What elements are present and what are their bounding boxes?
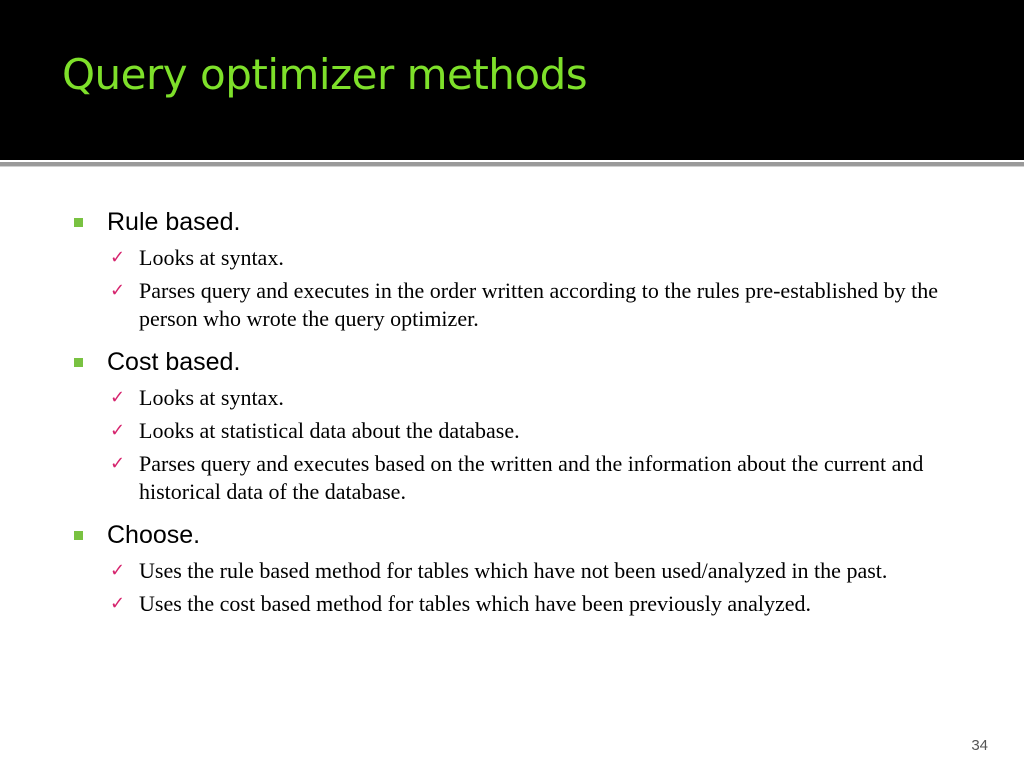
bullet-label: Rule based. <box>107 208 241 236</box>
square-bullet-icon <box>74 531 83 540</box>
slide-content <box>72 205 972 618</box>
bullet-item <box>72 205 972 239</box>
checkmark-icon: ✓ <box>110 280 126 301</box>
square-bullet-icon <box>74 358 83 367</box>
sub-bullet-text: Looks at syntax. <box>139 245 284 270</box>
divider <box>0 162 1024 167</box>
bullet-item <box>72 345 972 379</box>
bullet-item <box>72 518 972 552</box>
bullet-label: Choose. <box>107 521 201 549</box>
checkmark-icon: ✓ <box>110 420 126 441</box>
slide-title: Query optimizer methods <box>62 50 588 99</box>
checkmark-icon: ✓ <box>110 593 126 614</box>
sub-bullet-item <box>72 450 972 506</box>
sub-bullet-text: Looks at syntax. <box>139 385 284 410</box>
square-bullet-icon <box>74 218 83 227</box>
checkmark-icon: ✓ <box>110 560 126 581</box>
title-bar <box>0 0 1024 160</box>
checkmark-icon: ✓ <box>110 453 126 474</box>
sub-bullet-text: Parses query and executes based on the written and the information about the current and historical data of the database. <box>139 451 924 504</box>
bullet-label: Cost based. <box>107 348 241 376</box>
sub-bullet-item <box>72 557 972 585</box>
sub-bullet-item <box>72 244 972 272</box>
checkmark-icon: ✓ <box>110 387 126 408</box>
checkmark-icon: ✓ <box>110 247 126 268</box>
sub-bullet-item <box>72 590 972 618</box>
sub-bullet-item <box>72 384 972 412</box>
sub-bullet-text: Uses the cost based method for tables which have been previously analyzed. <box>139 591 812 616</box>
sub-bullet-item <box>72 417 972 445</box>
sub-bullet-text: Parses query and executes in the order written according to the rules pre-established by the person who wrote the query optimizer. <box>139 278 939 331</box>
sub-bullet-text: Looks at statistical data about the database. <box>139 418 520 443</box>
page-number: 34 <box>971 737 988 754</box>
sub-bullet-text: Uses the rule based method for tables which have not been used/analyzed in the past. <box>139 558 888 583</box>
sub-bullet-item <box>72 277 972 333</box>
